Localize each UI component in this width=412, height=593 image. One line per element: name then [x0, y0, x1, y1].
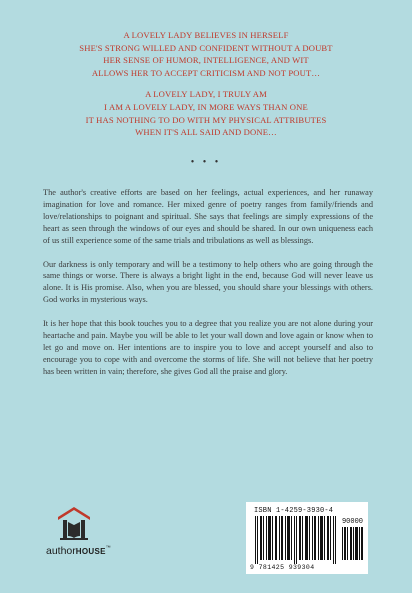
poem-line: IT HAS NOTHING TO DO WITH MY PHYSICAL ATTRIBUTES — [85, 114, 327, 125]
price-code: 90000 — [341, 518, 363, 526]
publisher-name — [46, 545, 111, 557]
poem-line: HER SENSE OF HUMOR, INTELLIGENCE, AND WIT — [103, 55, 309, 66]
publisher-name-part1: author — [46, 545, 76, 557]
poem-line: ALLOWS HER TO ACCEPT CRITICISM AND NOT POUT… — [91, 67, 321, 78]
poem-line: I AM A LOVELY LADY, IN MORE WAYS THAN ONE — [104, 101, 308, 112]
isbn-barcode — [246, 502, 368, 574]
poem-stanza-1 — [0, 29, 412, 79]
isbn-label: ISBN 1-4259-3930-4 — [254, 507, 334, 515]
poem-line: SHE'S STRONG WILLED AND CONFIDENT WITHOUT A DOUBT — [79, 42, 333, 53]
poem-stanza-2 — [0, 88, 412, 138]
publisher-name-part2: HOUSE — [75, 547, 106, 556]
description-paragraph: Our darkness is only temporary and will be a testimony to help others who are going through the same things or worse. There is always a bright light in the end, because God will never leave us alone. It is His promise. Also, when you are blessed, you should share your blessings with others. God works in mysterious ways. — [43, 259, 373, 305]
description-paragraph: The author's creative efforts are based on her feelings, actual experiences, and her runaway imagination for love and romance. Her mixed genre of poetry ranges from family/friends and love/relationships to poignant and spiritual. She says that feelings are simply expressions of the heart as seen through the windows of our eyes and should be shared. In our own uniqueness each of us still experience some of the same trials and tribulations as well as blessings. — [43, 188, 373, 245]
trademark-symbol: ™ — [105, 545, 111, 551]
price-barcode-graphic — [342, 527, 364, 560]
description-paragraph: It is her hope that this book touches you to a degree that you realize you are not alone during your heartache and pain. Maybe you will be able to let your wall down and love again or know when to let go and move on. Her intentions are to inspire you to love and accept yourself and also to encourage you to cope with and overcome the storms of life. She will not believe that her poetry has been written in vain; therefore, she gives God all the praise and glory. — [43, 319, 373, 376]
poem-line: WHEN IT'S ALL SAID AND DONE… — [135, 127, 277, 138]
poem — [0, 29, 412, 148]
publisher-logo — [46, 502, 116, 562]
poem-line: A LOVELY LADY BELIEVES IN HERSELF — [123, 30, 289, 40]
book-description — [43, 187, 373, 390]
section-separator: • • • — [190, 157, 222, 168]
poem-line: A LOVELY LADY, I TRULY AM — [145, 89, 267, 100]
ean-barcode-graphic — [254, 516, 340, 564]
house-book-icon — [54, 502, 94, 542]
ean-digits: 9 781425 939304 — [250, 564, 315, 571]
